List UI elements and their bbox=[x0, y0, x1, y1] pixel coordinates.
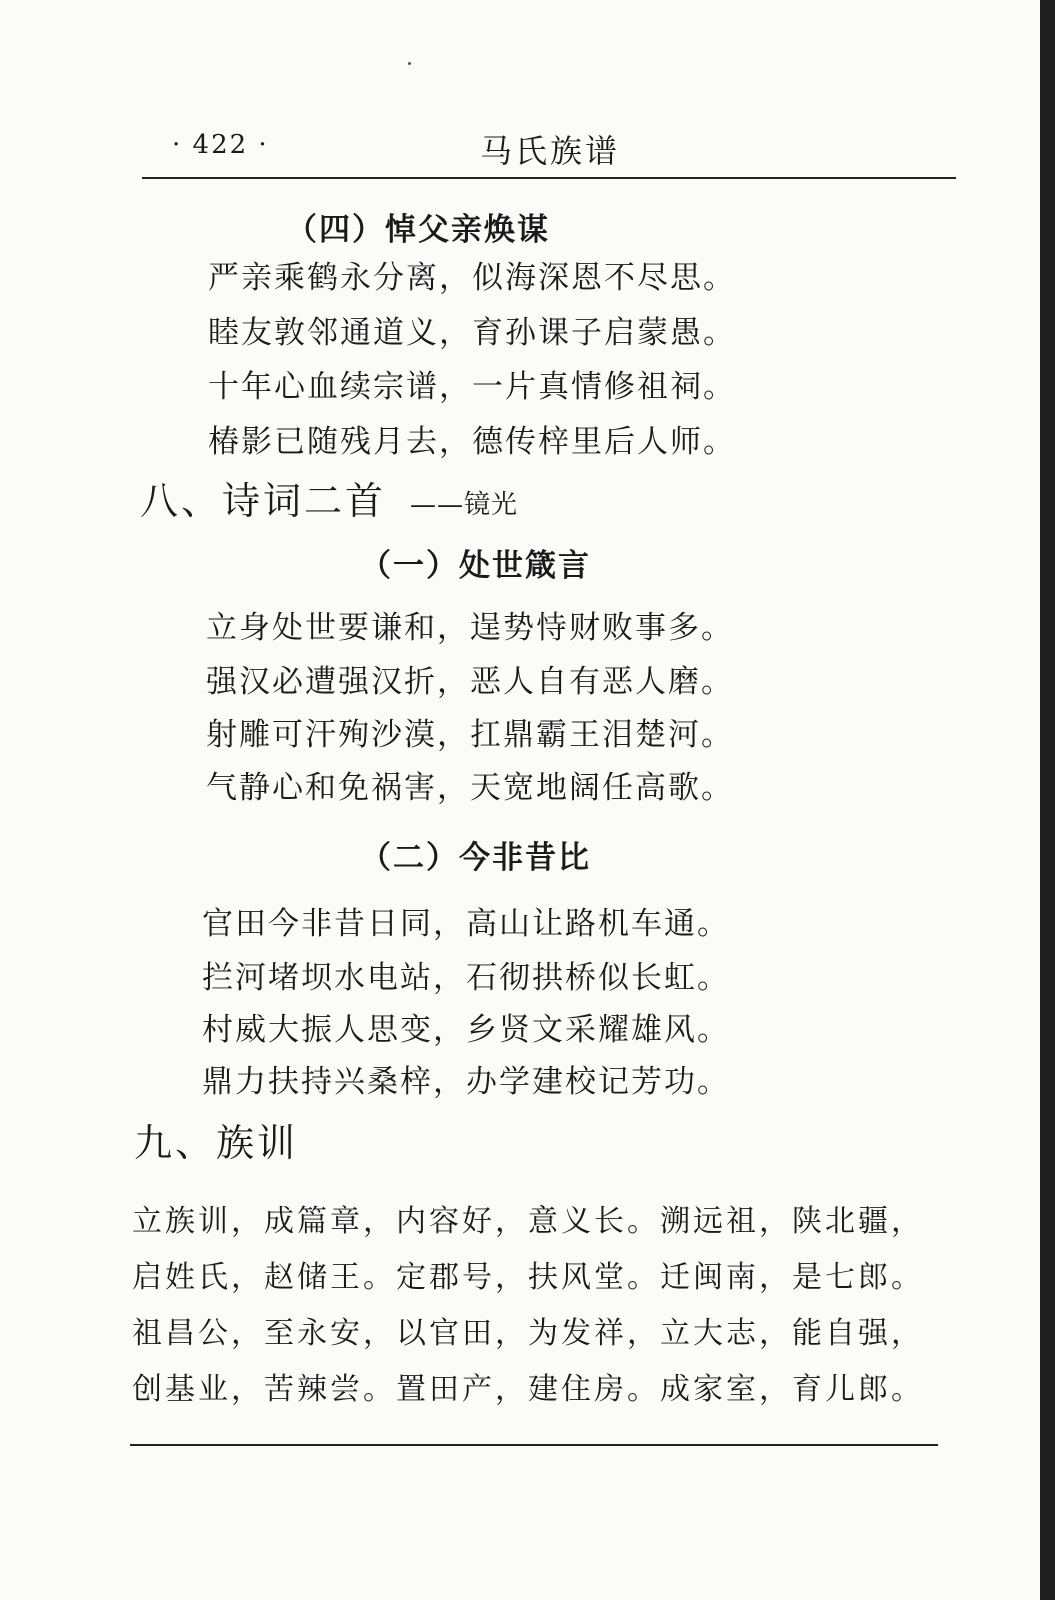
clan-rule-line-4: 创基业，苦辣尝。置田产，建住房。成家室，育儿郎。 bbox=[132, 1372, 924, 1407]
poem-2-line-3: 村威大振人思变，乡贤文采耀雄风。 bbox=[202, 1012, 730, 1048]
header-rule bbox=[142, 177, 956, 179]
poem4-line-2: 睦友敦邻通道义，育孙课子启蒙愚。 bbox=[208, 315, 736, 351]
running-title: 马氏族谱 bbox=[480, 132, 621, 170]
clan-rule-line-3: 祖昌公，至永安，以官田，为发祥，立大志，能自强， bbox=[132, 1316, 924, 1351]
poem-2-title: （二）今非昔比 bbox=[360, 840, 591, 876]
poem-1-line-1: 立身处世要谦和，逞势恃财败事多。 bbox=[206, 610, 734, 646]
page-number: · 422 · bbox=[172, 130, 269, 160]
poem-2-line-2: 拦河堵坝水电站，石彻拱桥似长虹。 bbox=[202, 960, 730, 996]
section8-author: ——镜光 bbox=[410, 490, 519, 520]
poem-1-line-3: 射雕可汗殉沙漠，扛鼎霸王泪楚河。 bbox=[206, 717, 734, 753]
section8-title: 八、诗词二首 bbox=[140, 479, 387, 523]
poem-1-line-2: 强汉必遭强汉折，恶人自有恶人磨。 bbox=[206, 664, 734, 700]
scan-speck bbox=[408, 62, 411, 65]
clan-rule-line-1: 立族训，成篇章，内容好，意义长。溯远祖，陕北疆， bbox=[132, 1204, 924, 1239]
poem-2-line-4: 鼎力扶持兴桑梓，办学建校记芳功。 bbox=[202, 1064, 730, 1100]
poem4-line-3: 十年心血续宗谱，一片真情修祖祠。 bbox=[208, 369, 736, 405]
footer-rule bbox=[130, 1444, 938, 1446]
clan-rule-line-2: 启姓氏，赵储王。定郡号，扶风堂。迁闽南，是七郎。 bbox=[132, 1260, 924, 1295]
poem-1-line-4: 气静心和免祸害，天宽地阔任高歌。 bbox=[206, 770, 734, 806]
poem-2-line-1: 官田今非昔日同，高山让路机车通。 bbox=[202, 906, 730, 942]
scan-edge-shadow bbox=[1040, 0, 1055, 1600]
poem4-line-4: 椿影已随残月去，德传梓里后人师。 bbox=[208, 424, 736, 460]
poem4-title: （四）悼父亲焕谋 bbox=[286, 212, 550, 248]
poem4-line-1: 严亲乘鹤永分离，似海深恩不尽思。 bbox=[208, 260, 736, 296]
section9-title: 九、族训 bbox=[134, 1121, 299, 1165]
poem-1-title: （一）处世箴言 bbox=[360, 548, 591, 584]
